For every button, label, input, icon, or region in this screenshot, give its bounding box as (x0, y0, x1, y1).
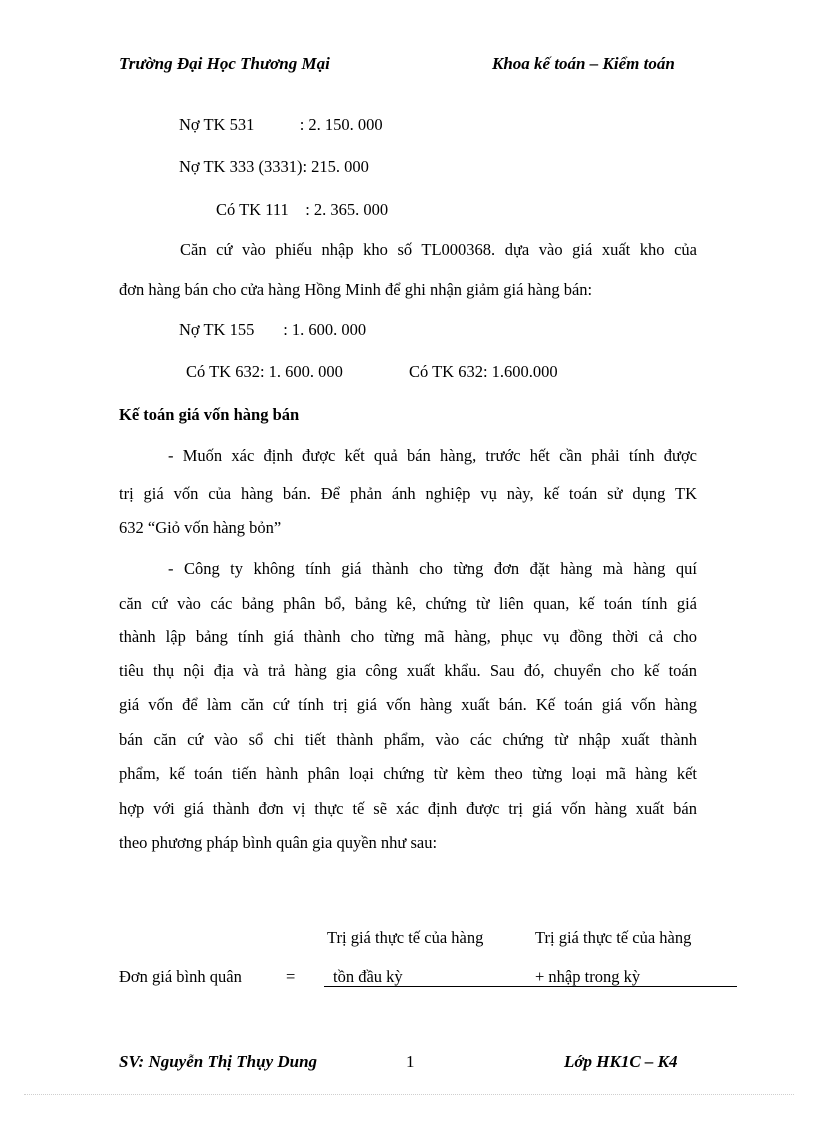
entry-co-111: Có TK 111 : 2. 365. 000 (216, 200, 389, 219)
formula-label: Đơn giá bình quân (119, 967, 242, 986)
formula-numerator-1-bottom: tồn đầu kỳ (333, 967, 403, 986)
para2-line: - Muốn xác định được kết quả bán hàng, trước hết cần phải tính được (168, 446, 697, 465)
formula-equals: = (286, 967, 296, 986)
entry-no-155: Nợ TK 155 : 1. 600. 000 (179, 320, 367, 339)
formula-numerator-1-top: Trị giá thực tế của hàng (327, 928, 484, 947)
page-bottom-divider (24, 1094, 794, 1095)
formula-fraction-line (324, 986, 737, 987)
para1-line2: đơn hàng bán cho cửa hàng Hồng Minh để ghi nhận giảm giá hàng bán: (119, 280, 593, 299)
entry-co-632-b: Có TK 632: 1.600.000 (409, 362, 558, 381)
para3-line: - Công ty không tính giá thành cho từng đơn đặt hàng mà hàng quí (168, 559, 697, 578)
para3-line: phẩm, kế toán tiến hành phân loại chứng từ kèm theo từng loại mã hàng kết (119, 764, 697, 783)
entry-co-632-a: Có TK 632: 1. 600. 000 (186, 362, 343, 381)
para3-line: theo phương pháp bình quân gia quyền như sau: (119, 833, 438, 852)
section-title: Kế toán giá vốn hàng bán (119, 405, 300, 424)
para1-line1: Căn cứ vào phiếu nhập kho số TL000368. dựa vào giá xuất kho của (180, 240, 697, 259)
para3-line: hợp với giá thành đơn vị thực tế sẽ xác định được trị giá vốn hàng xuất bán (119, 799, 697, 818)
para2-line: trị giá vốn của hàng bán. Để phản ánh nghiệp vụ này, kế toán sử dụng TK (119, 484, 697, 503)
para3-line: thành lập bảng tính giá thành cho từng mã hàng, phục vụ đồng thời cả cho (119, 627, 697, 646)
para3-line: bán căn cứ vào sổ chi tiết thành phẩm, vào các chứng từ nhập xuất thành (119, 730, 697, 749)
formula-numerator-2-top: Trị giá thực tế của hàng (535, 928, 692, 947)
footer-page-number: 1 (406, 1052, 415, 1071)
para3-line: tiêu thụ nội địa và trả hàng gia công xuất khẩu. Sau đó, chuyển cho kế toán (119, 661, 697, 680)
footer-class: Lớp HK1C – K4 (564, 1052, 678, 1071)
footer-student: SV: Nguyễn Thị Thụy Dung (119, 1052, 318, 1071)
para3-line: căn cứ vào các bảng phân bổ, bảng kê, chứng từ liên quan, kế toán tính giá (119, 594, 697, 613)
entry-no-333: Nợ TK 333 (3331): 215. 000 (179, 157, 369, 176)
formula-numerator-2-bottom: + nhập trong kỳ (535, 967, 641, 986)
entry-no-531: Nợ TK 531 : 2. 150. 000 (179, 115, 383, 134)
header-faculty: Khoa kế toán – Kiểm toán (492, 54, 675, 73)
para2-line: 632 “Giỏ vốn hàng bỏn” (119, 518, 282, 537)
header-school: Trường Đại Học Thương Mại (119, 54, 330, 73)
para3-line: giá vốn để làm căn cứ tính trị giá vốn hàng xuất bán. Kế toán giá vốn hàng (119, 695, 697, 714)
